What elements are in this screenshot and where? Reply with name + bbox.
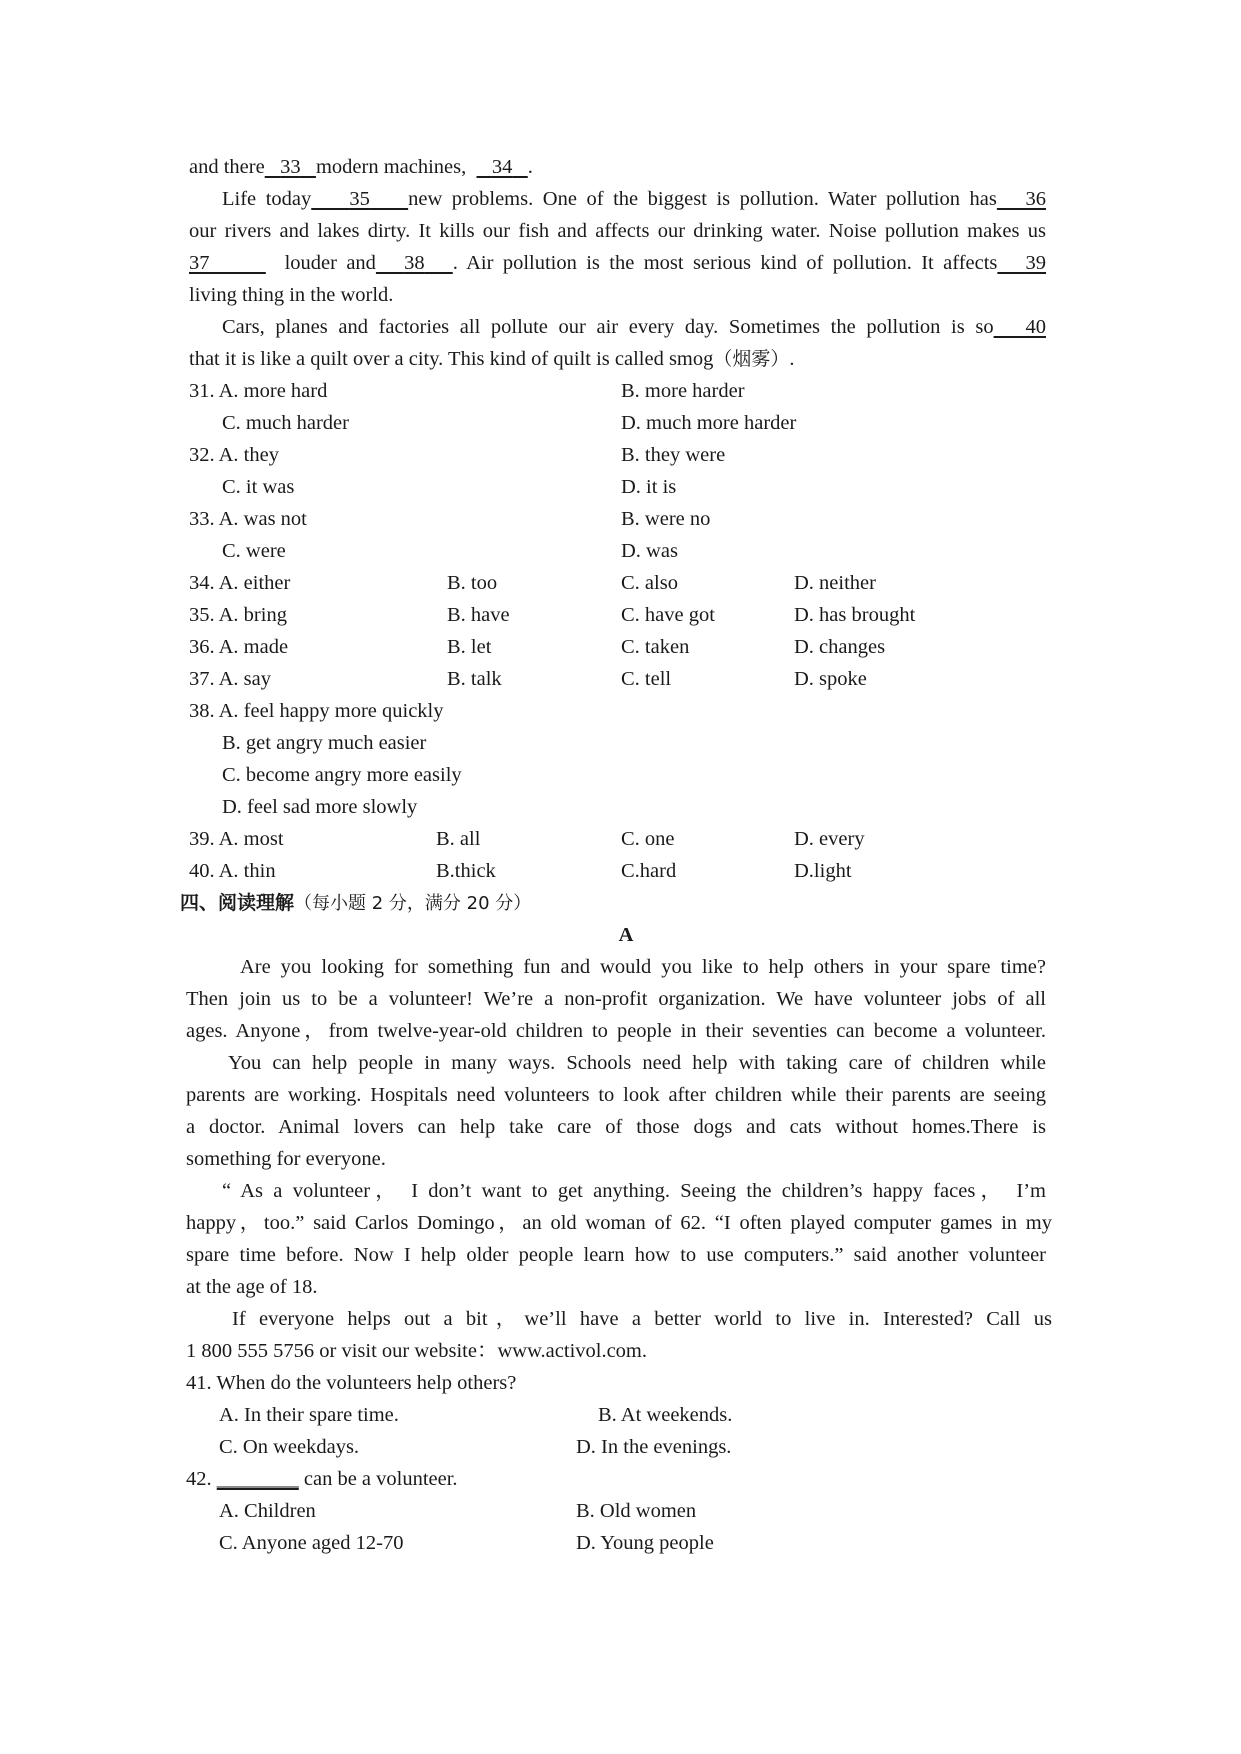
q39-option-d[interactable]: D. every bbox=[794, 828, 865, 850]
q37-num-a: 37. A. say bbox=[189, 668, 272, 690]
q41-option-a[interactable]: A. In their spare time. bbox=[219, 1404, 399, 1426]
blank-36: 36 bbox=[1025, 188, 1047, 210]
passage-line: ages. Anyone，from twelve-year-old children to people in their seventies can become a volunteer. bbox=[186, 1020, 1046, 1042]
cloze-line-6: Cars, planes and factories all pollute our air every day. Sometimes the pollution is so 40 bbox=[222, 316, 1046, 338]
q38-option-d[interactable]: D. feel sad more slowly bbox=[222, 796, 418, 818]
passage-line: a doctor. Animal lovers can help take care of those dogs and cats without homes.There is bbox=[186, 1116, 1046, 1138]
q32-option-a[interactable]: A. they bbox=[218, 444, 279, 466]
q41-option-d[interactable]: D. In the evenings. bbox=[576, 1436, 732, 1458]
q42-option-c[interactable]: C. Anyone aged 12-70 bbox=[219, 1532, 404, 1554]
cloze-line-3: our rivers and lakes dirty. It kills our fish and affects our drinking water. Noise pollution makes us bbox=[189, 220, 1046, 242]
q39-num-a: 39. A. most bbox=[189, 828, 284, 850]
q35-option-a[interactable]: A. bring bbox=[218, 604, 287, 626]
q41-option-b[interactable]: B. At weekends. bbox=[598, 1404, 733, 1426]
q38-option-b[interactable]: B. get angry much easier bbox=[222, 732, 427, 754]
q34-num-a: 34. A. either bbox=[189, 572, 291, 594]
cloze-line-5: living thing in the world. bbox=[189, 284, 394, 306]
passage-line: Are you looking for something fun and would you like to help others in your spare time? bbox=[240, 956, 1046, 978]
passage-line: spare time before. Now I help older people learn how to use computers.” said another volunteer bbox=[186, 1244, 1046, 1266]
q34-option-b[interactable]: B. too bbox=[447, 572, 498, 594]
q38-num-a: 38. A. feel happy more quickly bbox=[189, 700, 444, 722]
cloze-text: modern machines, bbox=[315, 156, 467, 178]
q37-option-c[interactable]: C. tell bbox=[621, 668, 672, 690]
q39-option-a[interactable]: A. most bbox=[218, 828, 284, 850]
blank-38: 38 bbox=[404, 252, 425, 274]
q40-option-a[interactable]: A. thin bbox=[218, 860, 276, 882]
blank-33: 33 bbox=[280, 156, 301, 178]
q42-stem: 42. ________ can be a volunteer. bbox=[186, 1468, 458, 1490]
q38-option-c[interactable]: C. become angry more easily bbox=[222, 764, 462, 786]
q39-option-b[interactable]: B. all bbox=[436, 828, 481, 850]
q33-option-c[interactable]: C. were bbox=[222, 540, 286, 562]
q40-option-b[interactable]: B.thick bbox=[436, 860, 496, 882]
q42-option-a[interactable]: A. Children bbox=[219, 1500, 316, 1522]
passage-line: parents are working. Hospitals need volunteers to look after children while their parents are seeing bbox=[186, 1084, 1046, 1106]
q40-num-a: 40. A. thin bbox=[189, 860, 276, 882]
q41-option-c[interactable]: C. On weekdays. bbox=[219, 1436, 360, 1458]
passage-line: 1 800 555 5756 or visit our website：www.activol.com. bbox=[186, 1340, 647, 1362]
q38-option-a[interactable]: A. feel happy more quickly bbox=[218, 700, 444, 722]
cloze-line-1 bbox=[189, 154, 533, 180]
q36-option-c[interactable]: C. taken bbox=[621, 636, 690, 658]
cloze-line-7: that it is like a quilt over a city. This kind of quilt is called smog（烟雾）. bbox=[189, 348, 795, 370]
q42-blank: ________ bbox=[216, 1468, 299, 1490]
q35-option-d[interactable]: D. has brought bbox=[794, 604, 916, 626]
passage-label: A bbox=[618, 924, 634, 946]
q37-option-b[interactable]: B. talk bbox=[447, 668, 502, 690]
q33-option-a[interactable]: A. was not bbox=[218, 508, 307, 530]
q33-option-b[interactable]: B. were no bbox=[621, 508, 711, 530]
passage-line: “ As a volunteer， I don’t want to get anything. Seeing the children’s happy faces， I’m bbox=[222, 1180, 1046, 1202]
section-note: （每小题 2 分，满分 20 分） bbox=[294, 893, 532, 914]
q35-option-c[interactable]: C. have got bbox=[621, 604, 715, 626]
blank-37: 37 bbox=[189, 252, 210, 274]
q34-option-d[interactable]: D. neither bbox=[794, 572, 876, 594]
q37-option-a[interactable]: A. say bbox=[218, 668, 272, 690]
q31-option-c[interactable]: C. much harder bbox=[222, 412, 349, 434]
q42-option-b[interactable]: B. Old women bbox=[576, 1500, 697, 1522]
q42-option-d[interactable]: D. Young people bbox=[576, 1532, 714, 1554]
q31-num-a: 31. A. more hard bbox=[189, 380, 328, 402]
q40-option-c[interactable]: C.hard bbox=[621, 860, 677, 882]
q31-option-d[interactable]: D. much more harder bbox=[621, 412, 797, 434]
q36-num-a: 36. A. made bbox=[189, 636, 289, 658]
section-title: 四、阅读理解 bbox=[180, 892, 295, 914]
q36-option-a[interactable]: A. made bbox=[218, 636, 289, 658]
q31-option-b[interactable]: B. more harder bbox=[621, 380, 745, 402]
q34-option-a[interactable]: A. either bbox=[218, 572, 291, 594]
cloze-text: and there bbox=[189, 156, 265, 178]
q34-option-c[interactable]: C. also bbox=[621, 572, 678, 594]
q41-stem: 41. When do the volunteers help others? bbox=[186, 1372, 517, 1394]
q32-option-c[interactable]: C. it was bbox=[222, 476, 295, 498]
q35-option-b[interactable]: B. have bbox=[447, 604, 510, 626]
cloze-text: . bbox=[527, 156, 533, 178]
q39-option-c[interactable]: C. one bbox=[621, 828, 675, 850]
cloze-line-2: Life today 35 new problems. One of the biggest is pollution. Water pollution has 36 bbox=[222, 188, 1047, 210]
q35-num-a: 35. A. bring bbox=[189, 604, 287, 626]
q32-num-a: 32. A. they bbox=[189, 444, 279, 466]
passage-line: You can help people in many ways. Schools need help with taking care of children while bbox=[228, 1052, 1046, 1074]
q32-option-d[interactable]: D. it is bbox=[621, 476, 677, 498]
passage-line: at the age of 18. bbox=[186, 1276, 318, 1298]
passage-line: Then join us to be a volunteer! We’re a non-profit organization. We have volunteer jobs of all bbox=[186, 988, 1046, 1010]
passage-line: happy，too.” said Carlos Domingo，an old woman of 62. “I often played computer games in my bbox=[186, 1212, 1052, 1234]
section-heading bbox=[180, 890, 531, 917]
q33-num-a: 33. A. was not bbox=[189, 508, 307, 530]
blank-40: 40 bbox=[1025, 316, 1046, 338]
blank-39: 39 bbox=[1025, 252, 1047, 274]
blank-34: 34 bbox=[491, 156, 513, 178]
q36-option-b[interactable]: B. let bbox=[447, 636, 492, 658]
q40-option-d[interactable]: D.light bbox=[794, 860, 852, 882]
passage-line: If everyone helps out a bit，we’ll have a better world to live in. Interested? Call us bbox=[232, 1308, 1052, 1330]
passage-line: something for everyone. bbox=[186, 1148, 386, 1170]
q31-option-a[interactable]: A. more hard bbox=[218, 380, 328, 402]
cloze-line-4: 37 louder and 38 . Air pollution is the most serious kind of pollution. It affects 39 bbox=[189, 252, 1047, 274]
q33-option-d[interactable]: D. was bbox=[621, 540, 678, 562]
blank-35: 35 bbox=[349, 188, 370, 210]
q37-option-d[interactable]: D. spoke bbox=[794, 668, 867, 690]
q32-option-b[interactable]: B. they were bbox=[621, 444, 726, 466]
q36-option-d[interactable]: D. changes bbox=[794, 636, 886, 658]
